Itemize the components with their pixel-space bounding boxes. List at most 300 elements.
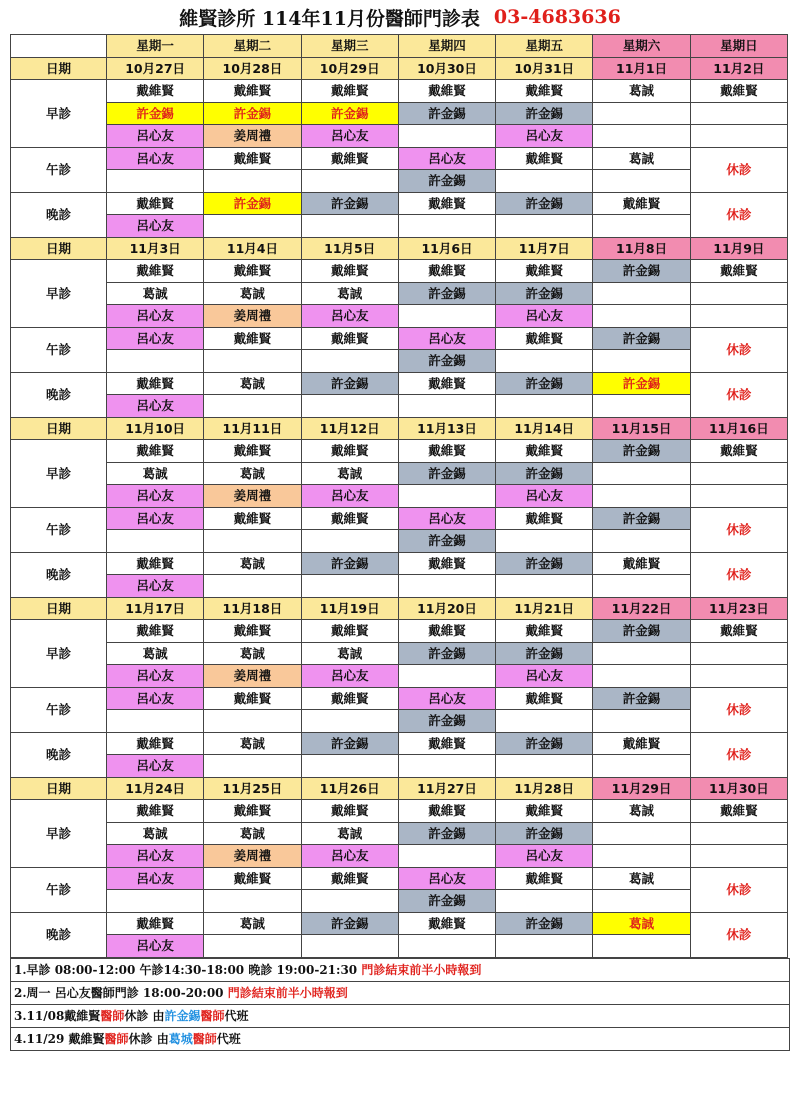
date-cell: 11月4日 — [204, 237, 301, 260]
doctor-cell — [398, 845, 495, 868]
closed-cell: 休診 — [690, 327, 787, 372]
doctor-cell — [690, 485, 787, 508]
doctor-cell: 戴維賢 — [301, 440, 398, 463]
morning-row — [11, 260, 788, 283]
doctor-cell — [496, 350, 593, 373]
doctor-cell: 呂心友 — [107, 125, 204, 148]
doctor-cell — [593, 350, 690, 373]
doctor-cell — [301, 935, 398, 958]
doctor-cell: 葛誠 — [204, 822, 301, 845]
doctor-cell: 戴維賢 — [398, 620, 495, 643]
doctor-cell — [496, 215, 593, 238]
doctor-cell — [204, 890, 301, 913]
doctor-cell: 葛誠 — [204, 282, 301, 305]
afternoon-row — [11, 170, 788, 193]
doctor-cell: 戴維賢 — [301, 867, 398, 890]
doctor-cell: 葛誠 — [204, 462, 301, 485]
doctor-cell: 許金錫 — [496, 912, 593, 935]
doctor-cell — [301, 890, 398, 913]
morning-row — [11, 620, 788, 643]
doctor-cell — [496, 935, 593, 958]
weekday-header: 星期一 — [107, 35, 204, 58]
doctor-cell: 許金錫 — [204, 192, 301, 215]
doctor-cell: 葛誠 — [107, 282, 204, 305]
date-label: 日期 — [11, 597, 107, 620]
evening-row — [11, 732, 788, 755]
doctor-cell: 呂心友 — [107, 755, 204, 778]
corner-cell — [11, 35, 107, 58]
doctor-cell: 呂心友 — [107, 485, 204, 508]
doctor-cell — [593, 530, 690, 553]
notes-section — [10, 958, 790, 1051]
session-label-afternoon: 午診 — [11, 867, 107, 912]
doctor-cell — [690, 282, 787, 305]
doctor-cell: 戴維賢 — [204, 800, 301, 823]
morning-row — [11, 282, 788, 305]
doctor-cell — [690, 822, 787, 845]
doctor-cell: 葛誠 — [107, 462, 204, 485]
date-cell: 10月28日 — [204, 57, 301, 80]
morning-row — [11, 485, 788, 508]
doctor-cell: 呂心友 — [107, 215, 204, 238]
closed-cell: 休診 — [690, 192, 787, 237]
doctor-cell — [593, 485, 690, 508]
closed-cell: 休診 — [690, 507, 787, 552]
doctor-cell: 戴維賢 — [398, 372, 495, 395]
doctor-cell: 呂心友 — [398, 147, 495, 170]
doctor-cell: 呂心友 — [301, 845, 398, 868]
doctor-cell — [593, 935, 690, 958]
doctor-cell: 姜周禮 — [204, 305, 301, 328]
doctor-cell: 戴維賢 — [301, 260, 398, 283]
doctor-cell: 戴維賢 — [107, 80, 204, 103]
closed-cell: 休診 — [690, 732, 787, 777]
doctor-cell: 戴維賢 — [690, 800, 787, 823]
doctor-cell: 許金錫 — [496, 552, 593, 575]
note-segment: 門診結束前半小時報到 — [361, 962, 482, 977]
doctor-cell — [593, 642, 690, 665]
note-segment: 代班 — [224, 1008, 249, 1023]
session-label-evening: 晚診 — [11, 372, 107, 417]
evening-row — [11, 935, 788, 958]
doctor-cell: 戴維賢 — [301, 80, 398, 103]
doctor-cell — [204, 350, 301, 373]
doctor-cell — [593, 890, 690, 913]
date-cell: 11月6日 — [398, 237, 495, 260]
weekday-header: 星期五 — [496, 35, 593, 58]
date-cell: 11月30日 — [690, 777, 787, 800]
doctor-cell: 葛誠 — [301, 642, 398, 665]
doctor-cell: 戴維賢 — [690, 80, 787, 103]
doctor-cell — [593, 575, 690, 598]
note-segment: 醫師 — [100, 1008, 125, 1023]
weekday-header: 星期二 — [204, 35, 301, 58]
doctor-cell — [301, 170, 398, 193]
doctor-cell: 許金錫 — [496, 462, 593, 485]
doctor-cell — [496, 755, 593, 778]
doctor-cell: 戴維賢 — [107, 192, 204, 215]
weekday-header: 星期日 — [690, 35, 787, 58]
morning-row — [11, 800, 788, 823]
evening-row — [11, 395, 788, 418]
weekday-header-row — [11, 35, 788, 58]
doctor-cell: 戴維賢 — [398, 912, 495, 935]
doctor-cell: 許金錫 — [398, 102, 495, 125]
doctor-cell — [204, 755, 301, 778]
date-cell: 11月15日 — [593, 417, 690, 440]
doctor-cell: 許金錫 — [593, 440, 690, 463]
note-segment: 葛城 — [168, 1031, 193, 1046]
date-cell: 11月1日 — [593, 57, 690, 80]
doctor-cell — [593, 305, 690, 328]
morning-row — [11, 845, 788, 868]
note-line — [11, 958, 789, 981]
doctor-cell: 葛誠 — [107, 822, 204, 845]
session-label-morning: 早診 — [11, 260, 107, 328]
date-cell: 11月18日 — [204, 597, 301, 620]
date-cell: 10月31日 — [496, 57, 593, 80]
doctor-cell — [496, 890, 593, 913]
date-cell: 10月30日 — [398, 57, 495, 80]
doctor-cell: 戴維賢 — [301, 620, 398, 643]
date-cell: 11月29日 — [593, 777, 690, 800]
afternoon-row — [11, 327, 788, 350]
note-segment: 休診 由 — [128, 1031, 169, 1046]
date-cell: 11月9日 — [690, 237, 787, 260]
doctor-cell — [593, 170, 690, 193]
date-cell: 11月28日 — [496, 777, 593, 800]
session-label-afternoon: 午診 — [11, 147, 107, 192]
date-cell: 11月24日 — [107, 777, 204, 800]
date-cell: 11月25日 — [204, 777, 301, 800]
date-cell: 10月27日 — [107, 57, 204, 80]
doctor-cell: 戴維賢 — [107, 260, 204, 283]
doctor-cell: 戴維賢 — [204, 687, 301, 710]
doctor-cell: 葛誠 — [301, 282, 398, 305]
doctor-cell: 戴維賢 — [398, 732, 495, 755]
date-cell: 11月23日 — [690, 597, 787, 620]
doctor-cell — [204, 710, 301, 733]
doctor-cell: 葛誠 — [593, 867, 690, 890]
schedule-body — [11, 35, 788, 958]
doctor-cell — [301, 530, 398, 553]
doctor-cell: 葛誠 — [107, 642, 204, 665]
session-label-morning: 早診 — [11, 440, 107, 508]
doctor-cell: 戴維賢 — [301, 327, 398, 350]
doctor-cell: 戴維賢 — [107, 372, 204, 395]
doctor-cell: 許金錫 — [398, 710, 495, 733]
doctor-cell: 戴維賢 — [398, 192, 495, 215]
doctor-cell — [593, 282, 690, 305]
doctor-cell: 許金錫 — [496, 732, 593, 755]
doctor-cell — [398, 935, 495, 958]
doctor-cell — [593, 215, 690, 238]
doctor-cell: 戴維賢 — [107, 732, 204, 755]
doctor-cell: 姜周禮 — [204, 845, 301, 868]
note-line — [11, 1027, 789, 1050]
doctor-cell: 戴維賢 — [593, 192, 690, 215]
doctor-cell: 許金錫 — [398, 822, 495, 845]
doctor-cell: 許金錫 — [398, 282, 495, 305]
doctor-cell — [593, 665, 690, 688]
doctor-cell: 許金錫 — [301, 552, 398, 575]
doctor-cell: 呂心友 — [107, 687, 204, 710]
note-segment: 許金錫 — [164, 1008, 201, 1023]
doctor-cell: 葛誠 — [204, 642, 301, 665]
date-cell: 11月5日 — [301, 237, 398, 260]
doctor-cell — [496, 170, 593, 193]
doctor-cell — [398, 125, 495, 148]
title-bar — [0, 0, 800, 34]
doctor-cell: 許金錫 — [496, 282, 593, 305]
doctor-cell: 許金錫 — [593, 372, 690, 395]
doctor-cell: 戴維賢 — [301, 147, 398, 170]
doctor-cell: 呂心友 — [107, 147, 204, 170]
doctor-cell: 戴維賢 — [204, 620, 301, 643]
doctor-cell: 戴維賢 — [204, 507, 301, 530]
doctor-cell — [107, 350, 204, 373]
doctor-cell — [398, 485, 495, 508]
doctor-cell — [593, 395, 690, 418]
closed-cell: 休診 — [690, 912, 787, 957]
doctor-cell: 葛誠 — [593, 80, 690, 103]
closed-cell: 休診 — [690, 552, 787, 597]
doctor-cell: 戴維賢 — [107, 912, 204, 935]
note-segment: 醫師 — [200, 1008, 225, 1023]
date-cell: 11月3日 — [107, 237, 204, 260]
doctor-cell: 戴維賢 — [204, 327, 301, 350]
evening-row — [11, 912, 788, 935]
doctor-cell — [690, 125, 787, 148]
doctor-cell — [107, 890, 204, 913]
doctor-cell — [593, 102, 690, 125]
doctor-cell: 呂心友 — [301, 665, 398, 688]
doctor-cell — [398, 665, 495, 688]
doctor-cell — [398, 755, 495, 778]
doctor-cell: 葛誠 — [204, 552, 301, 575]
doctor-cell: 戴維賢 — [690, 440, 787, 463]
doctor-cell: 許金錫 — [301, 102, 398, 125]
doctor-cell — [690, 845, 787, 868]
note-segment: 醫師 — [192, 1031, 217, 1046]
doctor-cell: 葛誠 — [593, 800, 690, 823]
date-row — [11, 777, 788, 800]
doctor-cell — [204, 215, 301, 238]
doctor-cell: 葛誠 — [301, 822, 398, 845]
doctor-cell: 戴維賢 — [496, 800, 593, 823]
doctor-cell: 許金錫 — [398, 462, 495, 485]
doctor-cell: 戴維賢 — [496, 327, 593, 350]
doctor-cell: 葛誠 — [204, 732, 301, 755]
session-label-evening: 晚診 — [11, 552, 107, 597]
evening-row — [11, 552, 788, 575]
doctor-cell — [301, 575, 398, 598]
phone-number: 03-4683636 — [493, 6, 621, 28]
doctor-cell: 戴維賢 — [496, 260, 593, 283]
doctor-cell — [204, 935, 301, 958]
doctor-cell — [690, 462, 787, 485]
morning-row — [11, 80, 788, 103]
note-segment: 代班 — [216, 1031, 241, 1046]
doctor-cell: 戴維賢 — [496, 620, 593, 643]
doctor-cell — [301, 710, 398, 733]
date-cell: 11月14日 — [496, 417, 593, 440]
doctor-cell — [496, 395, 593, 418]
doctor-cell: 呂心友 — [107, 845, 204, 868]
doctor-cell — [496, 575, 593, 598]
date-cell: 11月7日 — [496, 237, 593, 260]
doctor-cell: 呂心友 — [301, 485, 398, 508]
session-label-morning: 早診 — [11, 620, 107, 688]
doctor-cell — [107, 710, 204, 733]
evening-row — [11, 755, 788, 778]
afternoon-row — [11, 350, 788, 373]
doctor-cell: 呂心友 — [107, 305, 204, 328]
doctor-cell: 許金錫 — [593, 620, 690, 643]
doctor-cell — [496, 530, 593, 553]
schedule-table — [10, 34, 788, 958]
morning-row — [11, 125, 788, 148]
doctor-cell: 戴維賢 — [398, 552, 495, 575]
doctor-cell: 戴維賢 — [496, 507, 593, 530]
morning-row — [11, 440, 788, 463]
doctor-cell: 呂心友 — [496, 665, 593, 688]
doctor-cell — [301, 215, 398, 238]
doctor-cell: 許金錫 — [301, 732, 398, 755]
note-segment: 門診結束前半小時報到 — [227, 985, 348, 1000]
doctor-cell — [690, 102, 787, 125]
doctor-cell: 許金錫 — [204, 102, 301, 125]
date-label: 日期 — [11, 777, 107, 800]
evening-row — [11, 192, 788, 215]
date-cell: 10月29日 — [301, 57, 398, 80]
morning-row — [11, 665, 788, 688]
doctor-cell: 許金錫 — [398, 170, 495, 193]
date-cell: 11月8日 — [593, 237, 690, 260]
date-cell: 11月26日 — [301, 777, 398, 800]
session-label-evening: 晚診 — [11, 732, 107, 777]
morning-row — [11, 822, 788, 845]
doctor-cell: 戴維賢 — [593, 732, 690, 755]
date-cell: 11月13日 — [398, 417, 495, 440]
closed-cell: 休診 — [690, 687, 787, 732]
doctor-cell — [398, 305, 495, 328]
date-cell: 11月11日 — [204, 417, 301, 440]
doctor-cell: 呂心友 — [398, 867, 495, 890]
doctor-cell: 許金錫 — [496, 372, 593, 395]
date-cell: 11月20日 — [398, 597, 495, 620]
doctor-cell: 許金錫 — [496, 642, 593, 665]
date-row — [11, 57, 788, 80]
session-label-afternoon: 午診 — [11, 687, 107, 732]
date-label: 日期 — [11, 57, 107, 80]
date-row — [11, 237, 788, 260]
date-cell: 11月19日 — [301, 597, 398, 620]
doctor-cell — [593, 822, 690, 845]
closed-cell: 休診 — [690, 867, 787, 912]
note-segment: 2.周一 呂心友醫師門診 18:00-20:00 — [14, 985, 228, 1000]
doctor-cell: 許金錫 — [301, 192, 398, 215]
afternoon-row — [11, 890, 788, 913]
doctor-cell: 許金錫 — [398, 530, 495, 553]
doctor-cell: 姜周禮 — [204, 485, 301, 508]
doctor-cell: 戴維賢 — [496, 147, 593, 170]
doctor-cell: 許金錫 — [496, 192, 593, 215]
doctor-cell: 戴維賢 — [301, 687, 398, 710]
doctor-cell: 戴維賢 — [107, 620, 204, 643]
doctor-cell: 戴維賢 — [496, 80, 593, 103]
doctor-cell: 葛誠 — [593, 147, 690, 170]
afternoon-row — [11, 147, 788, 170]
doctor-cell — [690, 305, 787, 328]
date-cell: 11月27日 — [398, 777, 495, 800]
doctor-cell: 許金錫 — [398, 642, 495, 665]
doctor-cell: 呂心友 — [107, 575, 204, 598]
doctor-cell: 呂心友 — [496, 125, 593, 148]
morning-row — [11, 642, 788, 665]
doctor-cell: 姜周禮 — [204, 125, 301, 148]
doctor-cell: 呂心友 — [398, 327, 495, 350]
doctor-cell: 戴維賢 — [690, 620, 787, 643]
doctor-cell: 姜周禮 — [204, 665, 301, 688]
doctor-cell — [398, 215, 495, 238]
afternoon-row — [11, 867, 788, 890]
doctor-cell: 呂心友 — [107, 327, 204, 350]
doctor-cell — [301, 755, 398, 778]
doctor-cell — [398, 575, 495, 598]
doctor-cell: 許金錫 — [593, 687, 690, 710]
doctor-cell: 戴維賢 — [301, 800, 398, 823]
doctor-cell: 許金錫 — [593, 260, 690, 283]
doctor-cell: 戴維賢 — [107, 800, 204, 823]
doctor-cell: 呂心友 — [496, 485, 593, 508]
doctor-cell: 許金錫 — [301, 912, 398, 935]
doctor-cell — [204, 575, 301, 598]
morning-row — [11, 102, 788, 125]
doctor-cell: 戴維賢 — [204, 80, 301, 103]
doctor-cell: 戴維賢 — [496, 687, 593, 710]
doctor-cell — [593, 755, 690, 778]
date-cell: 11月10日 — [107, 417, 204, 440]
doctor-cell: 許金錫 — [593, 327, 690, 350]
note-segment: 3.11/08戴維賢 — [14, 1008, 101, 1023]
doctor-cell: 呂心友 — [301, 305, 398, 328]
doctor-cell: 呂心友 — [398, 507, 495, 530]
doctor-cell: 呂心友 — [496, 845, 593, 868]
afternoon-row — [11, 530, 788, 553]
doctor-cell: 呂心友 — [301, 125, 398, 148]
doctor-cell: 葛誠 — [593, 912, 690, 935]
doctor-cell: 戴維賢 — [593, 552, 690, 575]
doctor-cell — [107, 170, 204, 193]
note-segment: 醫師 — [104, 1031, 129, 1046]
afternoon-row — [11, 507, 788, 530]
doctor-cell: 戴維賢 — [107, 440, 204, 463]
session-label-afternoon: 午診 — [11, 327, 107, 372]
date-cell: 11月21日 — [496, 597, 593, 620]
doctor-cell: 呂心友 — [107, 395, 204, 418]
doctor-cell — [398, 395, 495, 418]
doctor-cell: 許金錫 — [398, 350, 495, 373]
doctor-cell: 戴維賢 — [204, 147, 301, 170]
date-cell: 11月2日 — [690, 57, 787, 80]
doctor-cell: 許金錫 — [496, 822, 593, 845]
evening-row — [11, 372, 788, 395]
afternoon-row — [11, 687, 788, 710]
doctor-cell: 許金錫 — [107, 102, 204, 125]
doctor-cell — [107, 530, 204, 553]
doctor-cell — [593, 462, 690, 485]
